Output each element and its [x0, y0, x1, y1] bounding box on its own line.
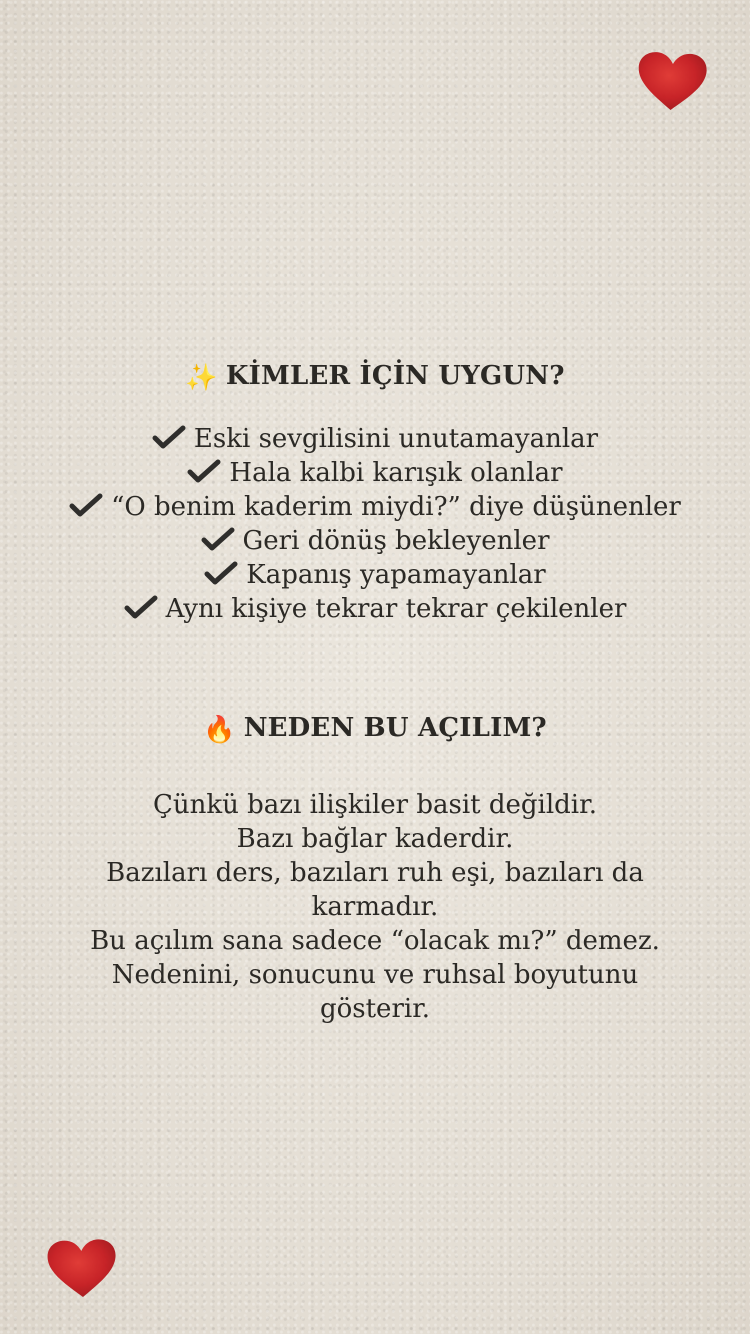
paragraph-line: Bu açılım sana sadece “olacak mı?” demez.	[90, 926, 660, 956]
list-item	[0, 422, 750, 456]
paragraph-line: Bazıları ders, bazıları ruh eşi, bazıları da karmadır.	[106, 858, 644, 922]
paragraph-line: Çünkü bazı ilişkiler basit değildir.	[153, 790, 597, 820]
section-heading-kimler	[0, 354, 750, 400]
paragraph-line: Bazı bağlar kaderdir.	[236, 824, 514, 854]
main-content	[0, 354, 750, 1026]
check-mark-icon	[69, 493, 103, 517]
check-mark-icon	[124, 595, 158, 619]
section-heading-text: KİMLER İÇİN UYGUN?	[225, 361, 565, 391]
list-item	[0, 524, 750, 558]
paragraph-line: Nedenini, sonucunu ve ruhsal boyutunu gösterir.	[111, 960, 639, 1024]
list-item	[0, 558, 750, 592]
list-item-label: Kapanış yapamayanlar	[246, 560, 546, 590]
audience-list	[0, 422, 750, 626]
explanation-paragraph	[0, 788, 750, 1026]
check-mark-icon	[201, 527, 235, 551]
section-spacer	[0, 642, 750, 706]
list-item	[0, 490, 750, 524]
list-item-label: Geri dönüş bekleyenler	[242, 526, 550, 556]
section-heading-neden	[0, 706, 750, 752]
check-mark-icon	[204, 561, 238, 585]
check-mark-icon	[187, 459, 221, 483]
fire-icon: 🔥	[203, 715, 236, 745]
section-heading-text: NEDEN BU AÇILIM?	[243, 713, 547, 743]
list-item-label: Eski sevgilisini unutamayanlar	[193, 424, 599, 454]
check-mark-icon	[152, 425, 186, 449]
list-item	[0, 456, 750, 490]
heart-icon	[43, 1236, 121, 1303]
heart-icon	[632, 48, 711, 116]
list-item-label: Hala kalbi karışık olanlar	[229, 458, 563, 488]
list-item	[0, 592, 750, 626]
list-item-label: Aynı kişiye tekrar tekrar çekilenler	[165, 594, 627, 624]
sparkles-icon: ✨	[185, 363, 218, 393]
list-item-label: “O benim kaderim miydi?” diye düşünenler	[111, 492, 681, 522]
